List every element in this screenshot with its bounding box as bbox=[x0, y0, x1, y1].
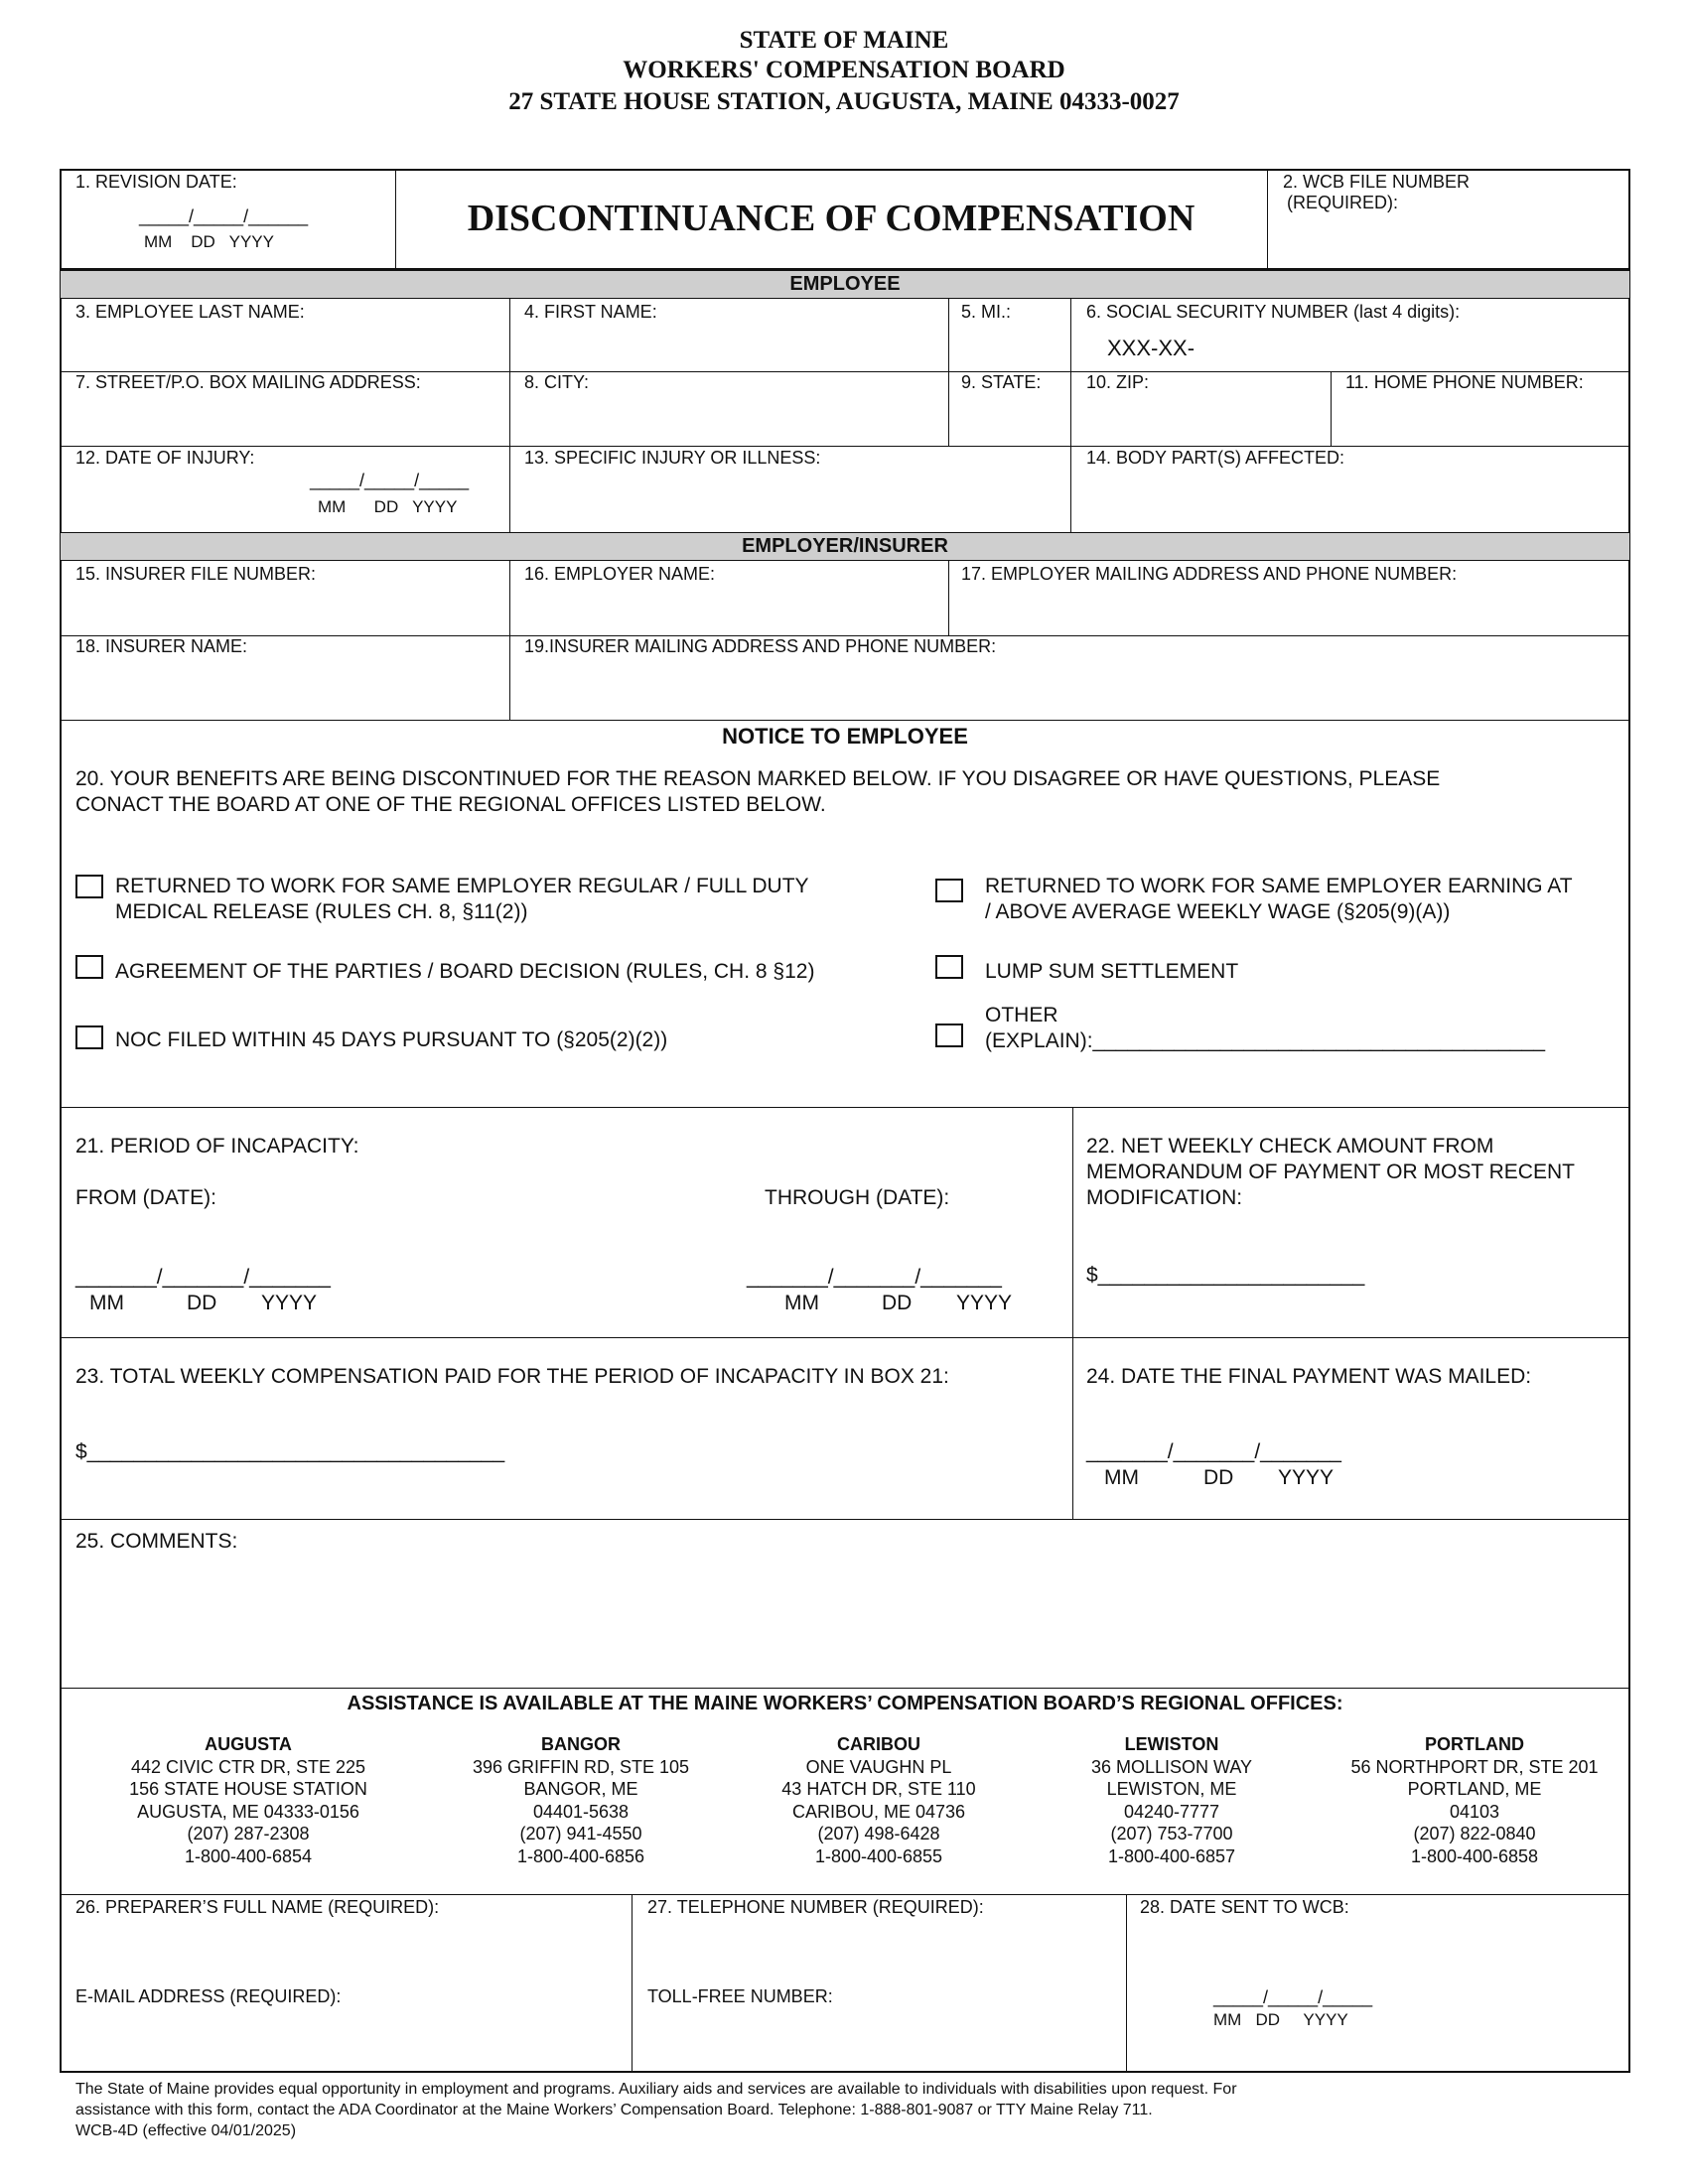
office-caribou-line2: 43 HATCH DR, STE 110 bbox=[781, 1779, 976, 1799]
injury-date-blank: _____/_____/_____ bbox=[310, 471, 470, 490]
revision-date-label: 1. REVISION DATE: bbox=[75, 172, 237, 192]
wcb-file-required: (REQUIRED): bbox=[1287, 193, 1398, 212]
period-through-yyyy: YYYY bbox=[956, 1292, 1013, 1314]
option-return-full-duty-checkbox[interactable] bbox=[75, 875, 103, 898]
office-portland bbox=[1321, 1733, 1628, 1867]
option-lump-sum-checkbox[interactable] bbox=[935, 955, 963, 979]
period-through-label: THROUGH (DATE): bbox=[765, 1186, 950, 1209]
office-portland-line3: 04103 bbox=[1449, 1801, 1500, 1822]
office-caribou-line1: ONE VAUGHN PL bbox=[805, 1756, 952, 1777]
office-caribou-line5: 1-800-400-6855 bbox=[814, 1845, 943, 1866]
state-input[interactable] bbox=[961, 399, 1064, 435]
footer-form-id: WCB-4D (effective 04/01/2025) bbox=[75, 2122, 297, 2139]
office-portland-name: PORTLAND bbox=[1425, 1734, 1524, 1754]
office-portland-line1: 56 NORTHPORT DR, STE 201 bbox=[1350, 1756, 1599, 1777]
date-sent-label: 28. DATE SENT TO WCB: bbox=[1140, 1897, 1349, 1917]
net-weekly-line3: MODIFICATION: bbox=[1086, 1186, 1243, 1209]
final-payment-label: 24. DATE THE FINAL PAYMENT WAS MAILED: bbox=[1086, 1365, 1532, 1388]
preparer-name-input[interactable] bbox=[75, 1924, 621, 1960]
wcb-file-label: 2. WCB FILE NUMBER bbox=[1283, 172, 1471, 192]
date-sent-sub: MM DD YYYY bbox=[1213, 2010, 1348, 2029]
option-lump-sum-label: LUMP SUM SETTLEMENT bbox=[985, 960, 1239, 983]
option-agreement-checkbox[interactable] bbox=[75, 955, 103, 979]
option-agreement-label: AGREEMENT OF THE PARTIES / BOARD DECISION (RULES, CH. 8 §12) bbox=[115, 960, 815, 983]
notice-line-2: CONACT THE BOARD AT ONE OF THE REGIONAL OFFICES LISTED BELOW. bbox=[75, 793, 826, 816]
injury-date-label: 12. DATE OF INJURY: bbox=[75, 448, 255, 468]
net-weekly-amount-blank: $_______________________ bbox=[1086, 1264, 1365, 1287]
office-augusta bbox=[94, 1733, 402, 1867]
office-portland-line5: 1-800-400-6858 bbox=[1410, 1845, 1539, 1866]
office-lewiston-line4: (207) 753-7700 bbox=[1110, 1824, 1233, 1843]
option-return-aww-checkbox[interactable] bbox=[935, 879, 963, 902]
office-augusta-line1: 442 CIVIC CTR DR, STE 225 bbox=[130, 1756, 366, 1777]
period-through-blank: _______/_______/_______ bbox=[747, 1266, 1002, 1289]
comments-input[interactable] bbox=[75, 1559, 1618, 1682]
insurer-name-label: 18. INSURER NAME: bbox=[75, 636, 248, 656]
revision-date-sub: MM DD YYYY bbox=[144, 232, 274, 251]
specific-injury-input[interactable] bbox=[524, 477, 1064, 518]
form-title: DISCONTINUANCE OF COMPENSATION bbox=[467, 198, 1196, 239]
telephone-input[interactable] bbox=[647, 1924, 1113, 1960]
employer-insurer-band: EMPLOYER/INSURER bbox=[61, 532, 1629, 561]
period-from-blank: _______/_______/_______ bbox=[75, 1266, 331, 1289]
header-line-3: 27 STATE HOUSE STATION, AUGUSTA, MAINE 04333-0027 bbox=[508, 88, 1180, 115]
option-other-line1: OTHER bbox=[985, 1004, 1058, 1026]
revision-date-blank: _____/_____/______ bbox=[139, 206, 309, 226]
final-payment-yyyy: YYYY bbox=[1278, 1466, 1335, 1489]
office-caribou-name: CARIBOU bbox=[837, 1734, 920, 1754]
office-lewiston-name: LEWISTON bbox=[1124, 1734, 1219, 1754]
office-augusta-line5: 1-800-400-6854 bbox=[184, 1845, 313, 1866]
state-label: 9. STATE: bbox=[961, 372, 1042, 392]
office-lewiston-line1: 36 MOLLISON WAY bbox=[1090, 1756, 1253, 1777]
office-lewiston-line5: 1-800-400-6857 bbox=[1107, 1845, 1236, 1866]
notice-title: NOTICE TO EMPLOYEE bbox=[722, 724, 968, 749]
insurer-file-input[interactable] bbox=[75, 591, 496, 626]
office-bangor-line5: 1-800-400-6856 bbox=[516, 1845, 645, 1866]
zip-label: 10. ZIP: bbox=[1086, 372, 1150, 392]
office-lewiston-line2: LEWISTON, ME bbox=[1106, 1779, 1237, 1799]
office-lewiston-line3: 04240-7777 bbox=[1123, 1801, 1220, 1822]
net-weekly-line2: MEMORANDUM OF PAYMENT OR MOST RECENT bbox=[1086, 1160, 1575, 1183]
insurer-file-label: 15. INSURER FILE NUMBER: bbox=[75, 564, 317, 584]
insurer-address-input[interactable] bbox=[524, 665, 1620, 707]
period-from-mm: MM bbox=[89, 1292, 124, 1314]
city-label: 8. CITY: bbox=[524, 372, 590, 392]
employer-name-input[interactable] bbox=[524, 591, 935, 626]
employee-last-name-label: 3. EMPLOYEE LAST NAME: bbox=[75, 302, 305, 322]
insurer-name-input[interactable] bbox=[75, 665, 496, 707]
total-weekly-label: 23. TOTAL WEEKLY COMPENSATION PAID FOR THE PERIOD OF INCAPACITY IN BOX 21: bbox=[75, 1365, 949, 1388]
period-from-yyyy: YYYY bbox=[261, 1292, 318, 1314]
date-sent-blank: _____/_____/_____ bbox=[1213, 1987, 1373, 2007]
period-through-mm: MM bbox=[784, 1292, 819, 1314]
employee-last-name-input[interactable] bbox=[75, 328, 496, 363]
telephone-label: 27. TELEPHONE NUMBER (REQUIRED): bbox=[647, 1897, 984, 1917]
footer-line-1: The State of Maine provides equal opportunity in employment and programs. Auxiliary aids and services are available to individuals with disabilities upon request. For bbox=[75, 2081, 1237, 2098]
office-bangor-line4: (207) 941-4550 bbox=[519, 1824, 642, 1843]
option-return-aww-line1: RETURNED TO WORK FOR SAME EMPLOYER EARNING AT bbox=[985, 875, 1573, 897]
first-name-input[interactable] bbox=[524, 328, 935, 363]
period-from-label: FROM (DATE): bbox=[75, 1186, 216, 1209]
final-payment-dd: DD bbox=[1203, 1466, 1234, 1489]
mailing-address-input[interactable] bbox=[75, 399, 496, 435]
ssn-label: 6. SOCIAL SECURITY NUMBER (last 4 digits): bbox=[1086, 302, 1461, 322]
period-through-dd: DD bbox=[882, 1292, 913, 1314]
option-return-aww-line2: / ABOVE AVERAGE WEEKLY WAGE (§205(9)(A)) bbox=[985, 900, 1451, 923]
email-label: E-MAIL ADDRESS (REQUIRED): bbox=[75, 1986, 342, 2006]
notice-line-1: 20. YOUR BENEFITS ARE BEING DISCONTINUED FOR THE REASON MARKED BELOW. IF YOU DISAGREE OR HAVE QUESTIONS, PLEASE bbox=[75, 767, 1441, 790]
body-parts-input[interactable] bbox=[1086, 477, 1617, 518]
home-phone-input[interactable] bbox=[1345, 399, 1618, 435]
first-name-label: 4. FIRST NAME: bbox=[524, 302, 657, 322]
ssn-prefix: XXX-XX- bbox=[1107, 336, 1196, 360]
period-incapacity-label: 21. PERIOD OF INCAPACITY: bbox=[75, 1135, 359, 1158]
office-portland-line2: PORTLAND, ME bbox=[1407, 1779, 1542, 1799]
mailing-address-label: 7. STREET/P.O. BOX MAILING ADDRESS: bbox=[75, 372, 421, 392]
net-weekly-line1: 22. NET WEEKLY CHECK AMOUNT FROM bbox=[1086, 1135, 1494, 1158]
offices-title: ASSISTANCE IS AVAILABLE AT THE MAINE WORKERS’ COMPENSATION BOARD’S REGIONAL OFFICES: bbox=[347, 1693, 1343, 1714]
office-bangor-name: BANGOR bbox=[541, 1734, 621, 1754]
office-lewiston bbox=[1018, 1733, 1326, 1867]
total-weekly-amount-blank: $____________________________________ bbox=[75, 1440, 505, 1463]
comments-label: 25. COMMENTS: bbox=[75, 1530, 238, 1553]
email-input[interactable] bbox=[75, 2015, 621, 2051]
office-caribou-line4: (207) 498-6428 bbox=[817, 1824, 940, 1843]
office-bangor bbox=[427, 1733, 735, 1867]
office-augusta-line2: 156 STATE HOUSE STATION bbox=[129, 1779, 367, 1799]
office-augusta-name: AUGUSTA bbox=[205, 1734, 292, 1754]
option-return-full-duty-line1: RETURNED TO WORK FOR SAME EMPLOYER REGULAR / FULL DUTY bbox=[115, 875, 809, 897]
option-noc-checkbox[interactable] bbox=[75, 1025, 103, 1049]
zip-input[interactable] bbox=[1086, 399, 1319, 435]
final-payment-blank: _______/_______/_______ bbox=[1086, 1440, 1341, 1463]
header-line-2: WORKERS' COMPENSATION BOARD bbox=[623, 57, 1065, 83]
employee-band: EMPLOYEE bbox=[61, 270, 1629, 299]
body-parts-label: 14. BODY PART(S) AFFECTED: bbox=[1086, 448, 1345, 468]
insurer-address-label: 19.INSURER MAILING ADDRESS AND PHONE NUMBER: bbox=[524, 636, 997, 656]
preparer-name-label: 26. PREPARER’S FULL NAME (REQUIRED): bbox=[75, 1897, 440, 1917]
specific-injury-label: 13. SPECIFIC INJURY OR ILLNESS: bbox=[524, 448, 821, 468]
ssn-last4-input[interactable] bbox=[1192, 334, 1394, 365]
option-return-full-duty-line2: MEDICAL RELEASE (RULES CH. 8, §11(2)) bbox=[115, 900, 528, 923]
office-bangor-line1: 396 GRIFFIN RD, STE 105 bbox=[472, 1756, 690, 1777]
period-from-dd: DD bbox=[187, 1292, 217, 1314]
employer-name-label: 16. EMPLOYER NAME: bbox=[524, 564, 716, 584]
option-other-checkbox[interactable] bbox=[935, 1024, 963, 1047]
mi-label: 5. MI.: bbox=[961, 302, 1012, 322]
toll-free-label: TOLL-FREE NUMBER: bbox=[647, 1986, 833, 2006]
option-noc-label: NOC FILED WITHIN 45 DAYS PURSUANT TO (§205(2)(2)) bbox=[115, 1028, 668, 1051]
footer-line-2: assistance with this form, contact the ADA Coordinator at the Maine Workers’ Compensation Board. Telephone: 1-888-801-9087 or TTY Maine Relay 711. bbox=[75, 2102, 1153, 2118]
option-other-explain: (EXPLAIN):_______________________________________ bbox=[985, 1029, 1546, 1052]
header-line-1: STATE OF MAINE bbox=[739, 27, 949, 54]
employer-address-input[interactable] bbox=[961, 591, 1620, 626]
final-payment-mm: MM bbox=[1104, 1466, 1139, 1489]
mi-input[interactable] bbox=[961, 328, 1064, 363]
office-portland-line4: (207) 822-0840 bbox=[1413, 1824, 1536, 1843]
office-caribou-line3: CARIBOU, ME 04736 bbox=[791, 1801, 966, 1822]
office-augusta-line4: (207) 287-2308 bbox=[187, 1824, 310, 1843]
office-bangor-line2: BANGOR, ME bbox=[523, 1779, 638, 1799]
toll-free-input[interactable] bbox=[647, 2015, 1113, 2051]
employer-address-label: 17. EMPLOYER MAILING ADDRESS AND PHONE NUMBER: bbox=[961, 564, 1458, 584]
office-caribou bbox=[725, 1733, 1033, 1867]
home-phone-label: 11. HOME PHONE NUMBER: bbox=[1345, 372, 1584, 392]
office-bangor-line3: 04401-5638 bbox=[532, 1801, 630, 1822]
city-input[interactable] bbox=[524, 399, 935, 435]
office-augusta-line3: AUGUSTA, ME 04333-0156 bbox=[137, 1801, 359, 1822]
injury-date-sub: MM DD YYYY bbox=[318, 497, 458, 516]
